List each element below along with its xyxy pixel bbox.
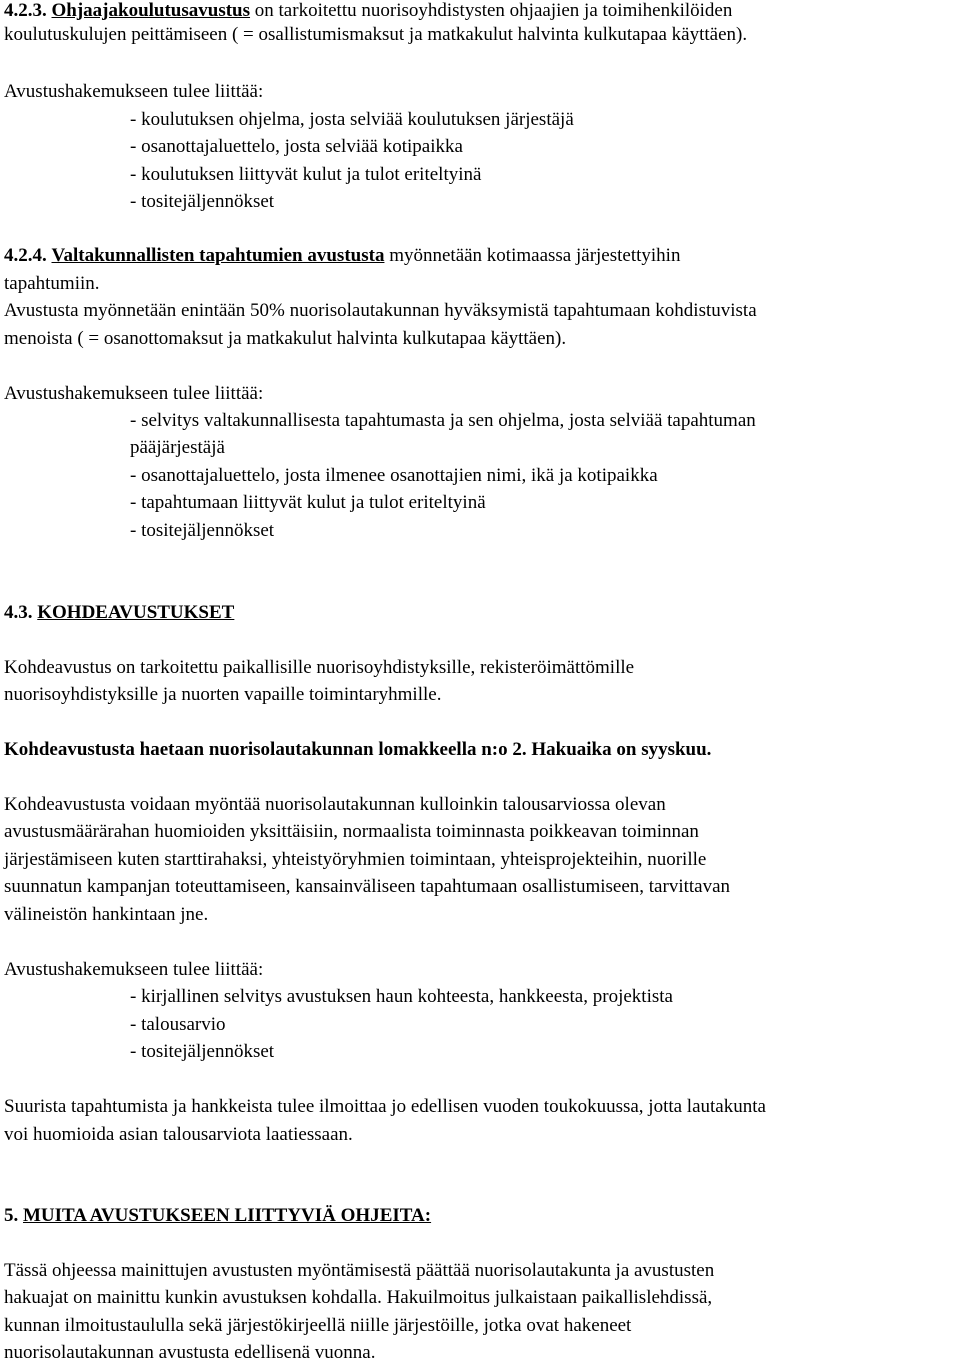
list-item: - kirjallinen selvitys avustuksen haun kohteesta, hankkeesta, projektista: [130, 986, 673, 1007]
paragraph-line: suunnatun kampanjan toteuttamiseen, kansainväliseen tapahtumaan osallistumiseen, tarvittavan: [4, 876, 731, 897]
requirements-heading: Avustushakemukseen tulee liittää:: [4, 81, 264, 102]
paragraph-line: menoista ( = osanottomaksut ja matkakulut halvinta kulkutapaa käyttäen).: [4, 328, 567, 349]
paragraph-line: kunnan ilmoitustaululla sekä järjestökirjeellä niille järjestöille, jotka ovat hakeneet: [4, 1315, 632, 1336]
section-423-heading: [4, 0, 732, 22]
section-title: Valtakunnallisten tapahtumien avustusta: [51, 245, 385, 266]
paragraph-line: hakuajat on mainittu kunkin avustuksen kohdalla. Hakuilmoitus julkaistaan paikallislehdissä,: [4, 1287, 713, 1308]
section-424-heading: [4, 245, 680, 267]
list-item: - talousarvio: [130, 1014, 226, 1035]
requirements-heading: Avustushakemukseen tulee liittää:: [4, 383, 264, 404]
list-item: - tositejäljennökset: [130, 520, 275, 541]
list-item: - koulutuksen liittyvät kulut ja tulot eriteltyinä: [130, 164, 482, 185]
section-5-heading: [4, 1205, 431, 1227]
list-item: - osanottajaluettelo, josta ilmenee osanottajien nimi, ikä ja kotipaikka: [130, 465, 658, 486]
section-number: 5.: [4, 1205, 19, 1226]
paragraph-line: nuorisolautakunnan avustusta edellisenä vuonna.: [4, 1342, 376, 1363]
paragraph-line: välineistön hankintaan jne.: [4, 904, 209, 925]
list-item: - koulutuksen ohjelma, josta selviää koulutuksen järjestäjä: [130, 109, 574, 130]
list-item: - tositejäljennökset: [130, 1041, 275, 1062]
paragraph-line: Suurista tapahtumista ja hankkeista tulee ilmoittaa jo edellisen vuoden toukokuussa, jotta lautakunta: [4, 1096, 766, 1117]
paragraph-line: avustusmäärärahan huomioiden yksittäisiin, normaalista toiminnasta poikkeavan toiminnan: [4, 821, 699, 842]
intro-text: on tarkoitettu nuorisoyhdistysten ohjaajien ja toimihenkilöiden: [250, 0, 733, 21]
list-item: pääjärjestäjä: [130, 437, 225, 458]
section-number: 4.3.: [4, 602, 33, 623]
paragraph-line: Kohdeavustus on tarkoitettu paikallisille nuorisoyhdistyksille, rekisteröimättömille: [4, 657, 635, 678]
list-item: - tapahtumaan liittyvät kulut ja tulot eriteltyinä: [130, 492, 486, 513]
paragraph-line: järjestämiseen kuten starttirahaksi, yhteistyöryhmien toimintaan, yhteisprojekteihin, nuorille: [4, 849, 707, 870]
list-item: - tositejäljennökset: [130, 191, 275, 212]
paragraph-line: Tässä ohjeessa mainittujen avustusten myöntämisestä päättää nuorisolautakunta ja avustusten: [4, 1260, 715, 1281]
list-item: - osanottajaluettelo, josta selviää kotipaikka: [130, 136, 463, 157]
section-number: 4.2.4.: [4, 245, 47, 266]
section-title: Ohjaajakoulutusavustus: [51, 0, 251, 21]
section-title: MUITA AVUSTUKSEEN LIITTYVIÄ OHJEITA:: [23, 1205, 432, 1226]
paragraph-line: voi huomioida asian talousarviota laatiessaan.: [4, 1124, 353, 1145]
section-title: KOHDEAVUSTUKSET: [37, 602, 235, 623]
paragraph-line: Avustusta myönnetään enintään 50% nuorisolautakunnan hyväksymistä tapahtumaan kohdistuvista: [4, 300, 757, 321]
intro-text: myönnetään kotimaassa järjestettyihin: [384, 245, 681, 266]
list-item: - selvitys valtakunnallisesta tapahtumasta ja sen ohjelma, josta selviää tapahtuman: [130, 410, 756, 431]
section-43-heading: [4, 602, 234, 624]
paragraph-line: nuorisoyhdistyksille ja nuorten vapaille toimintaryhmille.: [4, 684, 442, 705]
intro-line: koulutuskulujen peittämiseen ( = osallistumismaksut ja matkakulut halvinta kulkutapaa käyttäen).: [4, 24, 748, 45]
application-info: Kohdeavustusta haetaan nuorisolautakunnan lomakkeella n:o 2. Hakuaika on syyskuu.: [4, 739, 712, 760]
requirements-heading: Avustushakemukseen tulee liittää:: [4, 959, 264, 980]
intro-line: tapahtumiin.: [4, 273, 100, 294]
paragraph-line: Kohdeavustusta voidaan myöntää nuorisolautakunnan kulloinkin talousarviossa olevan: [4, 794, 666, 815]
section-number: 4.2.3.: [4, 0, 47, 21]
